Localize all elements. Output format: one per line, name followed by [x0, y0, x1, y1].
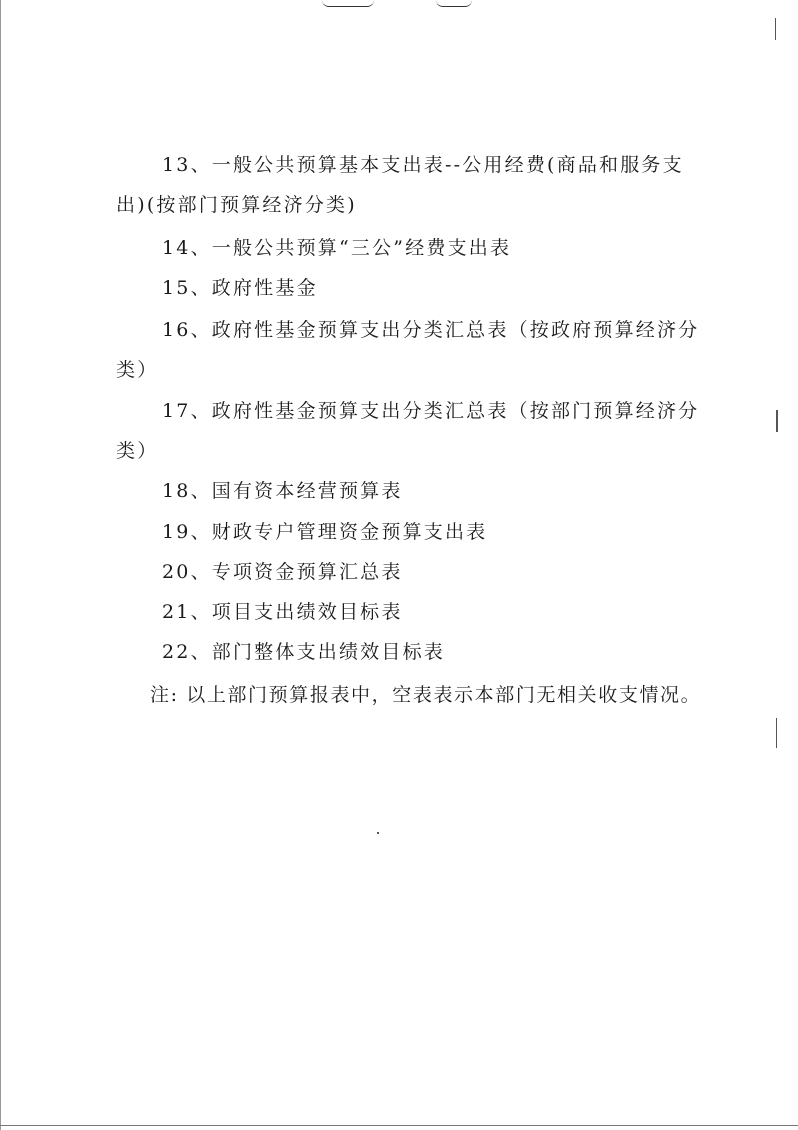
list-item-21: 21、项目支出绩效目标表	[162, 601, 403, 623]
list-item-17: 17、政府性基金预算支出分类汇总表（按部门预算经济分	[162, 400, 700, 422]
list-item-16: 16、政府性基金预算支出分类汇总表（按政府预算经济分	[162, 319, 700, 341]
scan-mark-top-left	[322, 0, 374, 7]
list-item-15: 15、政府性基金	[162, 277, 318, 299]
list-item-13-continued: 出)(按部门预算经济分类)	[116, 194, 357, 216]
scan-mark-right-3	[776, 718, 777, 748]
scan-dot	[377, 832, 379, 834]
list-item-16-continued: 类）	[116, 359, 159, 381]
list-item-19: 19、财政专户管理资金预算支出表	[162, 521, 488, 543]
list-item-14: 14、一般公共预算“三公”经费支出表	[162, 237, 512, 259]
footnote: 注: 以上部门预算报表中，空表表示本部门无相关收支情况。	[150, 684, 702, 706]
list-item-17-continued: 类）	[116, 440, 159, 462]
list-item-18: 18、国有资本经营预算表	[162, 480, 403, 502]
list-item-13: 13、一般公共预算基本支出表--公用经费(商品和服务支	[162, 154, 684, 176]
scan-mark-top-right	[436, 0, 472, 7]
scan-mark-right-1	[775, 18, 776, 40]
scan-mark-bottom-edge	[0, 1125, 798, 1126]
list-item-20: 20、专项资金预算汇总表	[162, 561, 403, 583]
list-item-22: 22、部门整体支出绩效目标表	[162, 641, 445, 663]
